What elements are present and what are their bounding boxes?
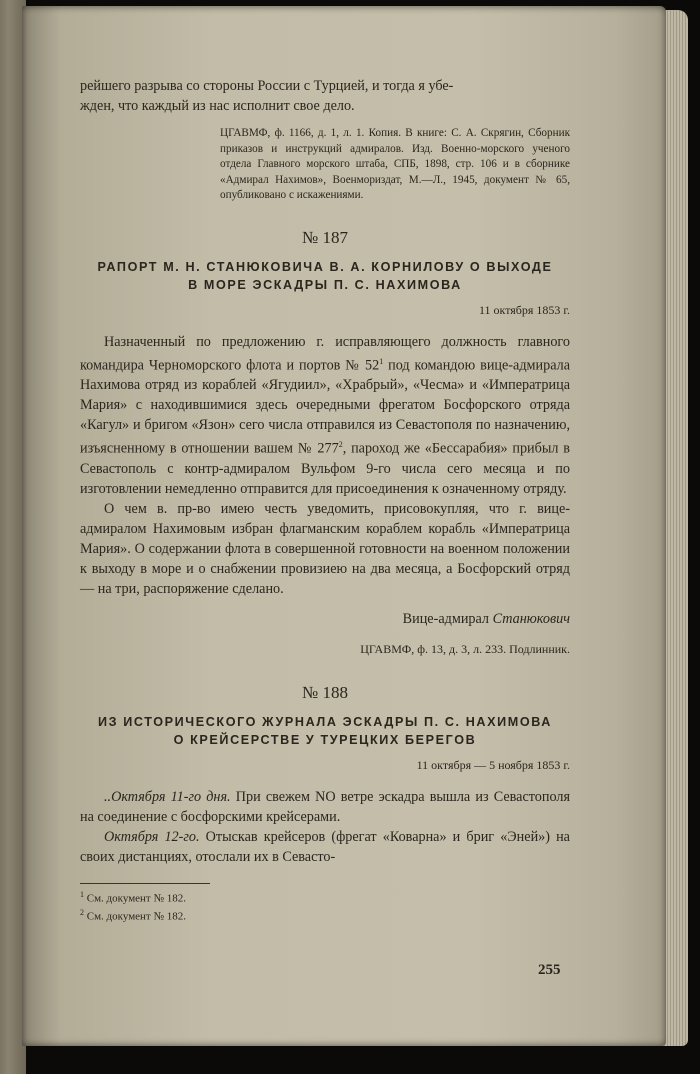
- doc-187-signature: Вице-адмирал Станюкович: [402, 610, 570, 627]
- top-citation: ЦГАВМФ, ф. 1166, д. 1, л. 1. Копия. В книге: С. А. Скрягин, Сборник приказов и инструкций адмиралов. Изд. Военно-морского ученого отдела Главного морского штаба, СПБ, 1898, стр. 106 и в сборнике «Адмирал Нахимов», Военмориздат, М.—Л., 1945, документ № 65, опубликовано с искажениями.: [220, 127, 570, 201]
- footnotes: [80, 883, 210, 923]
- doc-188-title-line-1: ИЗ ИСТОРИЧЕСКОГО ЖУРНАЛА ЭСКАДРЫ П. С. НАХИМОВА: [97, 714, 553, 729]
- doc-188-entry-2: Октября 12-го. Отыскав крейсеров (фрегат «Коварна» и бриг «Эней») на своих дистанциях, отослали их в Севасто-: [80, 828, 570, 865]
- doc-187-paragraph-2: О чем в. пр-во имею честь уведомить, присовокупляя, что г. вице-адмиралом Нахимовым избран флагманским кораблем корабль «Императрица Мария». О содержании флота в совершенной готовности на военном положении к выходу в море и о снабжении провизиею на два месяца, а Босфорский отряд — на три, распоряжение сделано.: [80, 500, 570, 597]
- doc-187-title-line-1: РАПОРТ М. Н. СТАНЮКОВИЧА В. А. КОРНИЛОВУ О ВЫХОДЕ: [97, 259, 553, 274]
- footnote-ref-2: 2: [338, 440, 343, 450]
- doc-188-entry-1: ..Октября 11-го дня. При свежем NO ветре эскадра вышла из Севастополя на соединение с босфорскими крейсерами.: [80, 788, 570, 825]
- doc-187-paragraph-1: Назначенный по предложению г. исправляющего должность главного командира Черноморского флота и портов № $52^1$ под командою вице-адмирала Нахимова отряд из кораблей «Ягудиил», «Храбрый», «Чесма» и «Императрица Мария» с находившимися здесь очередными фрегатом Босфорского отряда «Кагул» и бригом «Язон» сего числа отправился из Севастополя по назначению, изъясненному в отношении вашем № $277^2$, пароход же «Бессарабия» прибыл в Севастополь с контр-адмиралом Вульфом 9-го числа сего месяца и по изготовлении немедленно отправится для присоединения к означенному отряду.: [80, 333, 571, 497]
- top-text-line-1: рейшего разрыва со стороны России с Турцией, и тогда я убе-: [80, 78, 454, 94]
- doc-187-title: [80, 258, 570, 294]
- footnote-2: $^2$ См. документ № 182.: [80, 907, 186, 923]
- doc-187-number: № 187: [302, 227, 348, 247]
- signature-name: Станюкович: [492, 610, 570, 627]
- doc-188-title: [80, 713, 570, 749]
- footnote-1: $^1$ См. документ № 182.: [80, 889, 186, 905]
- page-content: [80, 76, 570, 923]
- doc-187-archive-ref: ЦГАВМФ, ф. 13, д. 3, л. 233. Подлинник.: [360, 641, 570, 656]
- doc-187-date: 11 октября 1853 г.: [478, 302, 570, 317]
- page-number: 255: [538, 962, 561, 978]
- doc-188-title-line-2: О КРЕЙСЕРСТВЕ У ТУРЕЦКИХ БЕРЕГОВ: [173, 732, 477, 747]
- doc-188-number: № 188: [302, 682, 348, 702]
- doc-187-title-line-2: В МОРЕ ЭСКАДРЫ П. С. НАХИМОВА: [188, 277, 462, 292]
- doc-188-date: 11 октября — 5 ноября 1853 г.: [416, 757, 570, 772]
- footnote-ref-1: 1: [379, 356, 384, 366]
- top-text-line-2: жден, что каждый из нас исполнит свое дело.: [80, 98, 355, 114]
